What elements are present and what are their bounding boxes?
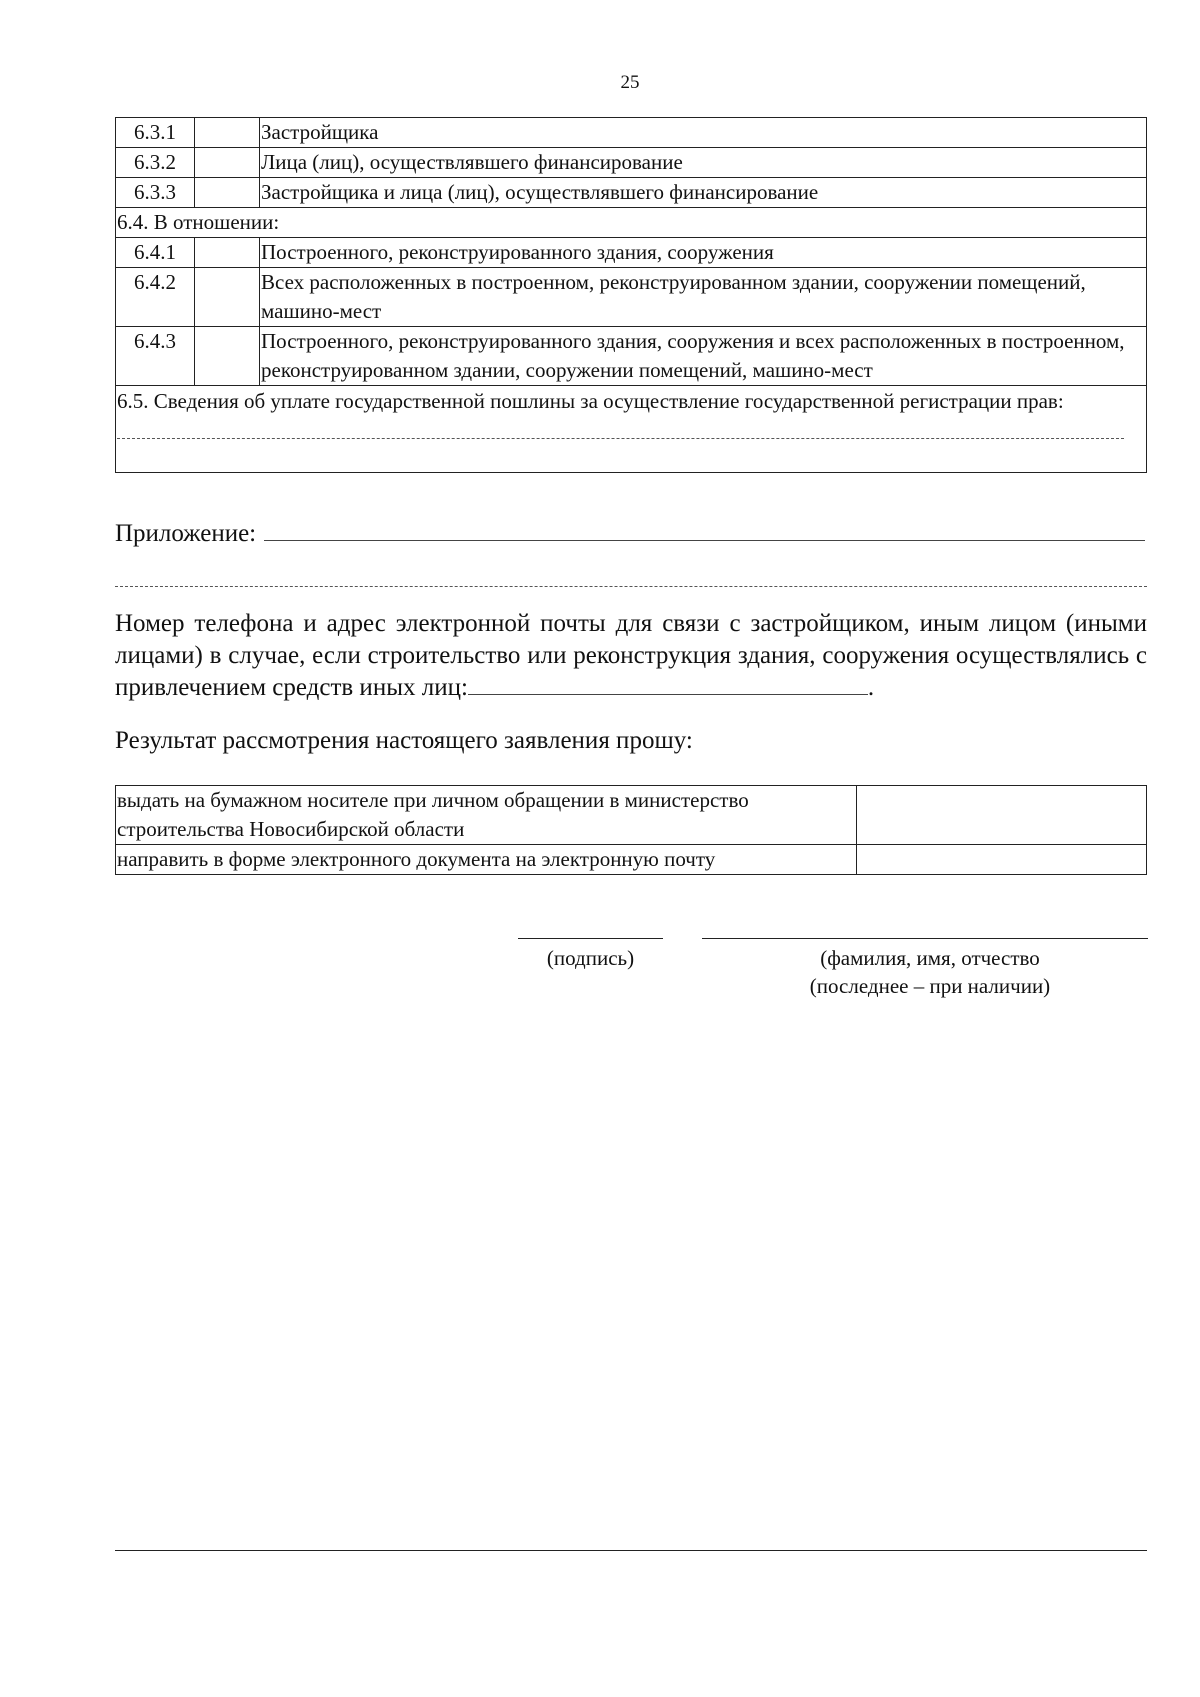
- item-text: Лица (лиц), осуществлявшего финансирование: [260, 148, 1147, 178]
- appendix-fill-line-2[interactable]: [115, 586, 1147, 587]
- table-row: [116, 238, 1147, 268]
- checkbox-cell[interactable]: [195, 268, 260, 327]
- result-label: Результат рассмотрения настоящего заявления прошу:: [115, 727, 693, 754]
- option-mark-cell[interactable]: [857, 786, 1147, 845]
- state-fee-cell[interactable]: [116, 386, 1147, 473]
- contact-fill-line[interactable]: [468, 674, 868, 695]
- option-text: выдать на бумажном носителе при личном обращении в министерство строительства Новосибирской области: [116, 786, 857, 845]
- appendix-label: Приложение:: [115, 520, 257, 547]
- checkbox-cell[interactable]: [195, 148, 260, 178]
- full-name-caption-line-2: (последнее – при наличии): [809, 974, 1051, 998]
- item-number: 6.4.2: [116, 268, 195, 327]
- item-number: 6.3.1: [116, 118, 195, 148]
- item-text: Построенного, реконструированного здания, сооружения и всех расположенных в построенном, реконструированном здании, сооружении помещений, машино-мест: [260, 327, 1147, 386]
- contact-text: Номер телефона и адрес электронной почты для связи с застройщиком, иным лицом (иными лицами) в случае, если строительство или реконструкция здания, сооружения осуществлялись с привлечением средств иных лиц:: [115, 610, 1147, 701]
- table-row: [116, 208, 1147, 238]
- item-number: 6.3.2: [116, 148, 195, 178]
- state-fee-fill-line: [117, 420, 1124, 439]
- contact-paragraph: [115, 608, 1147, 704]
- section-heading: 6.4. В отношении:: [116, 208, 1147, 238]
- table-row: [116, 845, 1147, 875]
- table-row: [116, 178, 1147, 208]
- table-row: [116, 148, 1147, 178]
- item-number: 6.3.3: [116, 178, 195, 208]
- table-row: [116, 327, 1147, 386]
- signature-caption: (подпись): [546, 946, 635, 970]
- full-name-caption: [700, 944, 1160, 1000]
- full-name-caption-line-1: (фамилия, имя, отчество: [820, 946, 1040, 970]
- checkbox-cell[interactable]: [195, 118, 260, 148]
- item-text: Всех расположенных в построенном, реконструированном здании, сооружении помещений, машино-мест: [260, 268, 1147, 327]
- table-row: [116, 386, 1147, 473]
- signature-line[interactable]: [518, 938, 663, 939]
- option-text: направить в форме электронного документа на электронную почту: [116, 845, 857, 875]
- footer-rule: [115, 1550, 1147, 1551]
- appendix-row: [115, 518, 1145, 548]
- item-text: Застройщика: [260, 118, 1147, 148]
- checkbox-cell[interactable]: [195, 178, 260, 208]
- table-row: [116, 268, 1147, 327]
- item-text: Построенного, реконструированного здания, сооружения: [260, 238, 1147, 268]
- item-text: Застройщика и лица (лиц), осуществлявшего финансирование: [260, 178, 1147, 208]
- table-row: [116, 786, 1147, 845]
- full-name-line[interactable]: [702, 938, 1148, 939]
- checkbox-cell[interactable]: [195, 327, 260, 386]
- section-6-table: [115, 117, 1147, 473]
- table-row: [116, 118, 1147, 148]
- option-mark-cell[interactable]: [857, 845, 1147, 875]
- state-fee-label: 6.5. Сведения об уплате государственной пошлины за осуществление государственной регистрации прав:: [117, 389, 1064, 413]
- contact-end: .: [867, 674, 875, 701]
- item-number: 6.4.3: [116, 327, 195, 386]
- checkbox-cell[interactable]: [195, 238, 260, 268]
- appendix-fill-line[interactable]: [264, 518, 1145, 541]
- item-number: 6.4.1: [116, 238, 195, 268]
- delivery-options-table: [115, 785, 1147, 875]
- page-number: 25: [620, 72, 640, 93]
